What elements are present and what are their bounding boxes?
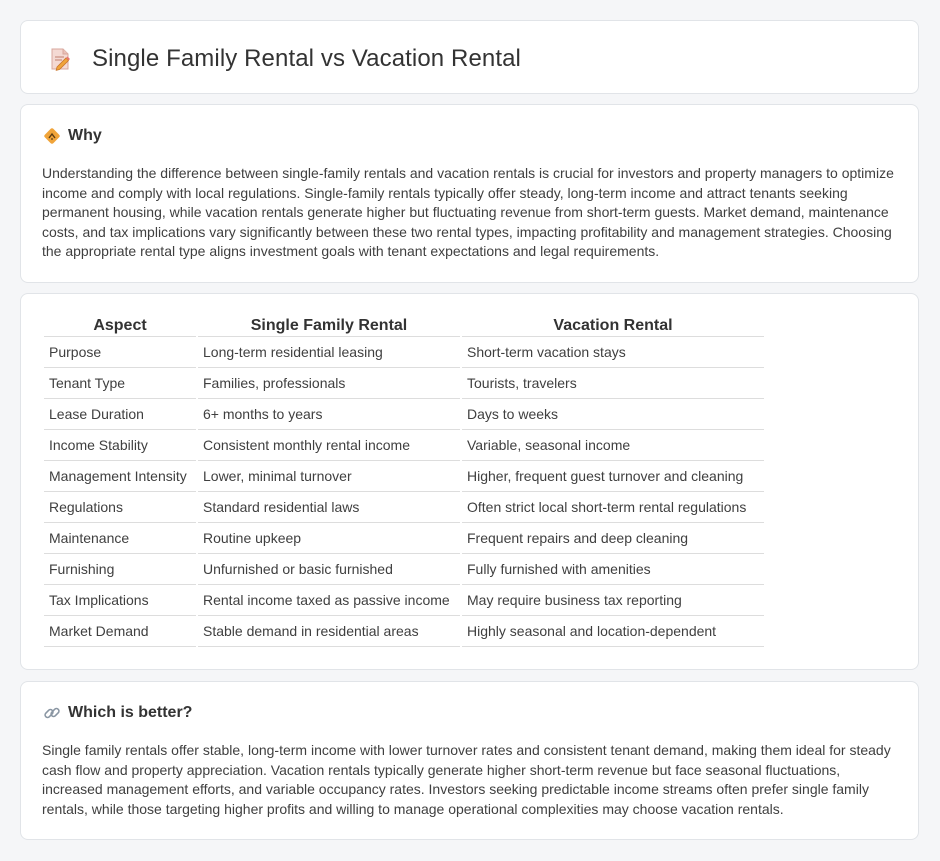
better-heading-row [43,704,192,722]
table-cell: Tourists, travelers [462,368,764,399]
table-cell: Often strict local short-term rental regulations [462,492,764,523]
table-cell: Market Demand [44,616,196,647]
table-cell: Higher, frequent guest turnover and cleaning [462,461,764,492]
table-cell: Management Intensity [44,461,196,492]
table-cell: Stable demand in residential areas [198,616,460,647]
table-cell: Frequent repairs and deep cleaning [462,523,764,554]
why-body: Understanding the difference between single-family rentals and vacation rentals is crucial for investors and property managers to optimize income and comply with local regulations. Single-family rentals typically offer steady, long-term income and attract tenants seeking permanent housing, while vacation rentals generate higher but fluctuating revenue from short-term guests. Market demand, maintenance costs, and tax implications vary significantly between these two rental types, impacting profitability and management strategies. Choosing the appropriate rental type aligns investment goals with tenant expectations and legal requirements. [42,165,894,260]
comparison-section [20,293,919,670]
why-section [20,104,919,283]
title-row [47,45,521,73]
table-row [44,430,764,461]
table-cell: 6+ months to years [198,399,460,430]
table-header-row [44,316,764,337]
table-cell: Long-term residential leasing [198,337,460,368]
table-row [44,554,764,585]
table-cell: Purpose [44,337,196,368]
table-cell: Furnishing [44,554,196,585]
table-cell: Days to weeks [462,399,764,430]
table-cell: Consistent monthly rental income [198,430,460,461]
table-cell: Lower, minimal turnover [198,461,460,492]
table-cell: Maintenance [44,523,196,554]
why-heading: Why [68,127,102,144]
diamond-sign-icon [43,127,61,145]
better-heading: Which is better? [68,704,193,721]
page-title: Single Family Rental vs Vacation Rental [92,45,521,72]
comparison-table [42,316,766,647]
table-cell: Income Stability [44,430,196,461]
table-cell: Tenant Type [44,368,196,399]
table-cell: Fully furnished with amenities [462,554,764,585]
table-row [44,492,764,523]
table-row [44,585,764,616]
column-header-aspect: Aspect [44,316,196,337]
better-body: Single family rentals offer stable, long-term income with lower turnover rates and consistent tenant demand, making them ideal for steady cash flow and property appreciation. Vacation rentals typically generate higher short-term revenue but face seasonal fluctuations, increased management efforts, and variable occupancy rates. Investors seeking predictable income streams often prefer single family rentals, while those targeting higher profits and willing to manage operational complexities may choose vacation rentals. [42,742,891,817]
table-cell: Regulations [44,492,196,523]
table-row [44,337,764,368]
why-heading-row [43,127,102,145]
table-cell: Variable, seasonal income [462,430,764,461]
table-cell: Lease Duration [44,399,196,430]
table-cell: Unfurnished or basic furnished [198,554,460,585]
table-row [44,461,764,492]
table-cell: Standard residential laws [198,492,460,523]
table-cell: May require business tax reporting [462,585,764,616]
table-row [44,399,764,430]
document-pencil-icon [47,46,73,72]
link-icon [43,704,61,722]
table-cell: Routine upkeep [198,523,460,554]
table-cell: Tax Implications [44,585,196,616]
table-row [44,616,764,647]
table-cell: Rental income taxed as passive income [198,585,460,616]
table-row [44,523,764,554]
title-card [20,20,919,94]
column-header-single-family: Single Family Rental [198,316,460,337]
table-row [44,368,764,399]
table-cell: Short-term vacation stays [462,337,764,368]
which-better-section [20,681,919,840]
table-cell: Families, professionals [198,368,460,399]
table-cell: Highly seasonal and location-dependent [462,616,764,647]
column-header-vacation: Vacation Rental [462,316,764,337]
